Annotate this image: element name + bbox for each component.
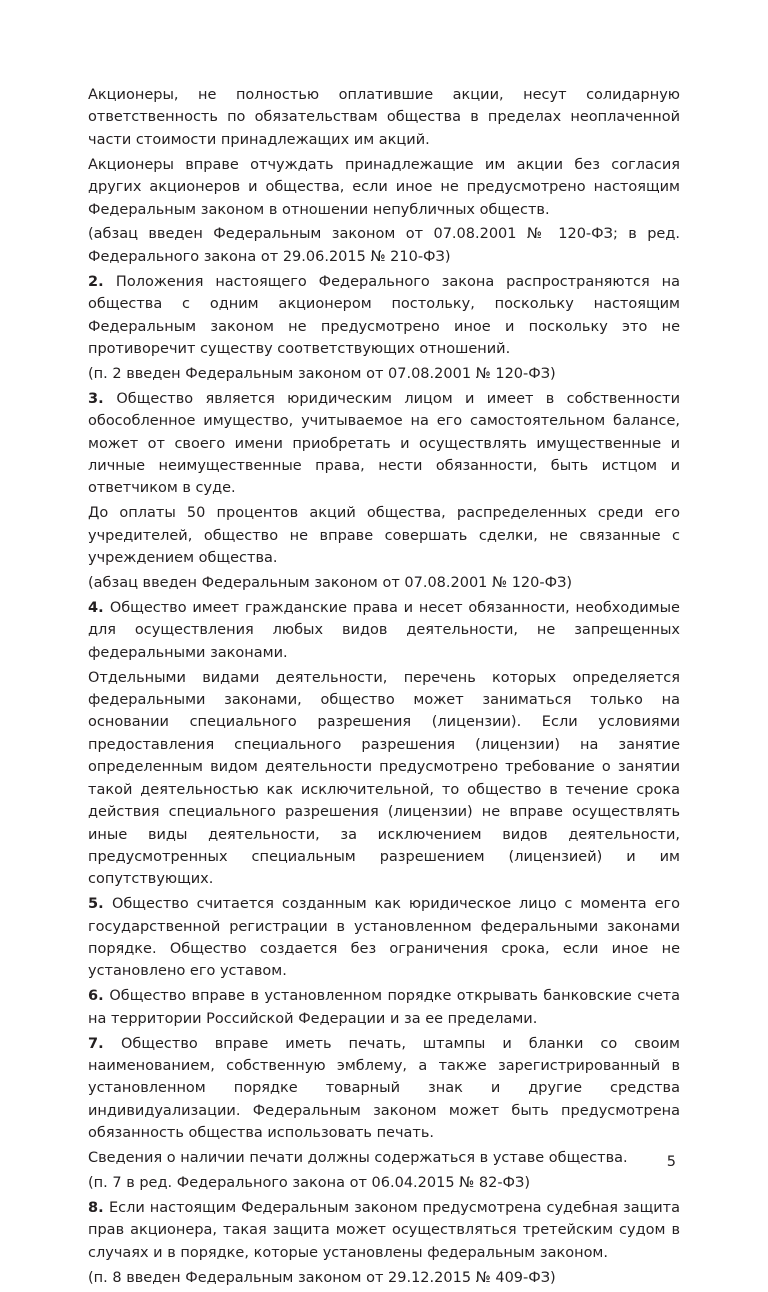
paragraph-11: [88, 893, 680, 983]
paragraph-14: [88, 1147, 680, 1169]
paragraph-text: Общество считается созданным как юридическое лицо с момента его государственной регистрации в установленном федеральными законами порядке. Общество создается без ограничения срока, если иное не установлено его уставом.: [88, 896, 680, 980]
paragraph-number: 6.: [88, 988, 110, 1005]
paragraph-7: [88, 502, 680, 569]
document-body: [88, 84, 680, 1292]
paragraph-text: (п. 7 в ред. Федерального закона от 06.04.2015 № 82-ФЗ): [88, 1175, 530, 1192]
paragraph-17: [88, 1267, 680, 1289]
paragraph-text: Если настоящим Федеральным законом предусмотрена судебная защита прав акционера, такая защита может осуществляться третейским судом в случаях и в порядке, которые установлены федеральным законом.: [88, 1200, 680, 1261]
paragraph-8: [88, 572, 680, 594]
paragraph-15: [88, 1172, 680, 1194]
paragraph-text: Общество вправе в установленном порядке открывать банковские счета на территории Российской Федерации и за ее пределами.: [88, 988, 680, 1027]
paragraph-text: Общество имеет гражданские права и несет обязанности, необходимые для осуществления любых видов деятельности, не запрещенных федеральными законами.: [88, 599, 680, 661]
paragraph-13: [88, 1033, 680, 1145]
paragraph-number: 5.: [88, 896, 112, 913]
paragraph-2: [88, 154, 680, 221]
paragraph-number: 4.: [88, 599, 110, 616]
paragraph-text: Общество вправе иметь печать, штампы и бланки со своим наименованием, собственную эмблему, а также зарегистрированный в установленном порядке товарный знак и другие средства индивидуализации. Федеральным законом может быть предусмотрена обязанность общества использовать печать.: [88, 1035, 680, 1142]
paragraph-text: Отдельными видами деятельности, перечень которых определяется федеральными законами, общество может заниматься только на основании специального разрешения (лицензии). Если условиями предоставления специального разрешения (лицензии) на занятие определенным видом деятельности предусмотрено требование о занятии такой деятельностью как исключительной, то общество в течение срока действия специального разрешения (лицензии) не вправе осуществлять иные виды деятельности, за исключением видов деятельности, предусмотренных специальным разрешением (лицензией) и им сопутствующих.: [88, 669, 680, 888]
paragraph-text: Акционеры, не полностью оплатившие акции, несут солидарную ответственность по обязательствам общества в пределах неоплаченной части стоимости принадлежащих им акций.: [88, 87, 680, 148]
paragraph-number: 8.: [88, 1200, 109, 1216]
paragraph-5: [88, 363, 680, 385]
paragraph-10: [88, 667, 680, 891]
paragraph-number: 2.: [88, 273, 116, 290]
paragraph-text: (п. 8 введен Федеральным законом от 29.12.2015 № 409-ФЗ): [88, 1269, 556, 1286]
paragraph-text: Общество является юридическим лицом и имеет в собственности обособленное имущество, учитываемое на его самостоятельном балансе, может от своего имени приобретать и осуществлять имущественные и личные неимущественные права, нести обязанности, быть истцом и ответчиком в суде.: [88, 390, 680, 497]
page-number: 5: [666, 1154, 676, 1170]
paragraph-text: Акционеры вправе отчуждать принадлежащие им акции без согласия других акционеров и общества, если иное не предусмотрено настоящим Федеральным законом в отношении непубличных обществ.: [88, 156, 680, 218]
paragraph-6: [88, 388, 680, 500]
paragraph-9: [88, 597, 680, 664]
paragraph-number: 3.: [88, 390, 117, 407]
paragraph-text: Сведения о наличии печати должны содержаться в уставе общества.: [88, 1150, 628, 1167]
paragraph-text: До оплаты 50 процентов акций общества, распределенных среди его учредителей, общество не вправе совершать сделки, не связанные с учреждением общества.: [88, 505, 680, 567]
paragraph-16: [88, 1197, 680, 1264]
paragraph-12: [88, 985, 680, 1030]
paragraph-4: [88, 271, 680, 361]
paragraph-number: 7.: [88, 1035, 121, 1052]
paragraph-text: (абзац введен Федеральным законом от 07.08.2001 № 120-ФЗ; в ред. Федерального закона от 29.06.2015 № 210-ФЗ): [88, 226, 680, 265]
paragraph-text: (п. 2 введен Федеральным законом от 07.08.2001 № 120-ФЗ): [88, 365, 556, 382]
paragraph-3: [88, 223, 680, 268]
paragraph-text: Положения настоящего Федерального закона распространяются на общества с одним акционером постольку, поскольку настоящим Федеральным законом не предусмотрено иное и поскольку это не противоречит существу соответствующих отношений.: [88, 273, 680, 357]
paragraph-text: (абзац введен Федеральным законом от 07.08.2001 № 120-ФЗ): [88, 575, 573, 592]
paragraph-1: [88, 84, 680, 151]
